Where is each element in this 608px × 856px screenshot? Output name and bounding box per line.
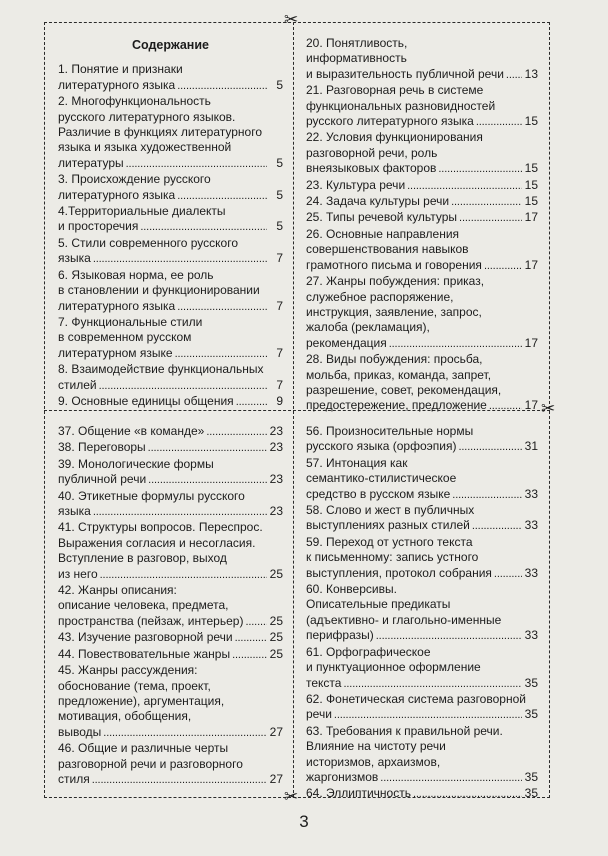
toc-entry-text: из него bbox=[58, 566, 98, 581]
toc-entry-text: 9. Основные единицы общения bbox=[58, 393, 234, 408]
toc-page-number: 9 bbox=[276, 393, 283, 408]
toc-entry bbox=[58, 647, 283, 663]
toc-entry-line: семантико-стилистическое bbox=[306, 471, 457, 486]
toc-page-number: 35 bbox=[524, 675, 538, 690]
toc-page-number: 31 bbox=[524, 439, 538, 454]
toc-entry-last-line bbox=[58, 188, 283, 204]
toc-entry bbox=[58, 362, 283, 394]
toc-page-number: 17 bbox=[524, 398, 538, 413]
dot-leader bbox=[376, 628, 522, 644]
toc-entry bbox=[306, 83, 538, 130]
toc-entry-last-line bbox=[58, 440, 283, 456]
toc-entry bbox=[306, 227, 538, 274]
toc-entry-last-line bbox=[58, 424, 283, 440]
toc-page-number: 15 bbox=[524, 177, 538, 192]
toc-entry-text: перифразы) bbox=[306, 628, 374, 643]
toc-entry-line: 28. Виды побуждения: просьба, bbox=[306, 352, 483, 367]
scissors-icon: ✂ bbox=[284, 10, 299, 30]
toc-entry-text: грамотного письма и говорения bbox=[306, 257, 482, 272]
toc-entry bbox=[306, 503, 538, 535]
dot-leader bbox=[177, 188, 267, 204]
toc-page-number: 5 bbox=[276, 77, 283, 92]
toc-entry-last-line bbox=[306, 770, 538, 786]
dot-leader bbox=[126, 156, 267, 172]
dot-leader bbox=[175, 346, 267, 362]
toc-entry bbox=[58, 424, 283, 440]
toc-page-number: 15 bbox=[524, 161, 538, 176]
toc-entry-last-line bbox=[58, 614, 283, 630]
toc-entry-text: языка bbox=[58, 504, 91, 519]
toc-entry bbox=[58, 94, 283, 172]
toc-entry-text: стилей bbox=[58, 377, 97, 392]
toc-entry-last-line bbox=[58, 630, 283, 646]
dot-leader bbox=[235, 630, 267, 646]
toc-entry-last-line bbox=[306, 336, 538, 352]
toc-page-number: 7 bbox=[276, 345, 283, 360]
scissors-icon: ✂ bbox=[284, 787, 299, 807]
toc-entry bbox=[58, 440, 283, 456]
toc-entry-text: литературного языка bbox=[58, 187, 176, 202]
toc-entry-line: историзмов, архаизмов, bbox=[306, 754, 441, 769]
toc-entry-text: и выразительность публичной речи bbox=[306, 66, 504, 81]
scissors-icon: ✂ bbox=[541, 399, 556, 419]
toc-page-number: 27 bbox=[269, 724, 283, 739]
dot-leader bbox=[100, 567, 267, 583]
toc-entry-last-line bbox=[306, 628, 538, 644]
toc-entry-last-line bbox=[306, 676, 538, 692]
toc-entry-last-line bbox=[306, 786, 538, 802]
toc-entry-text: рекомендация bbox=[306, 335, 387, 350]
dot-leader bbox=[148, 472, 267, 488]
toc-entry-line: служебное распоряжение, bbox=[306, 289, 454, 304]
dot-leader bbox=[472, 518, 522, 534]
toc-entry-line: описание человека, предмета, bbox=[58, 598, 229, 613]
toc-entry-last-line bbox=[58, 504, 283, 520]
toc-entry-line: 40. Этикетные формулы русского bbox=[58, 488, 245, 503]
toc-entry-text: 23. Культура речи bbox=[306, 177, 406, 192]
toc-entry bbox=[306, 130, 538, 177]
toc-entry-line: 5. Стили современного русского bbox=[58, 235, 238, 250]
toc-page-number: 35 bbox=[524, 769, 538, 784]
toc-entry-last-line bbox=[306, 518, 538, 534]
toc-entry-last-line bbox=[306, 210, 538, 226]
toc-entry-line: 27. Жанры побуждения: приказ, bbox=[306, 274, 485, 289]
toc-entry-text: внеязыковых факторов bbox=[306, 161, 437, 176]
toc-entry bbox=[58, 268, 283, 315]
toc-entry-text: публичной речи bbox=[58, 472, 147, 487]
toc-entry bbox=[58, 663, 283, 741]
dot-leader bbox=[103, 725, 267, 741]
toc-entry bbox=[306, 724, 538, 787]
toc-page-number: 15 bbox=[524, 114, 538, 129]
toc-page-number: 15 bbox=[524, 194, 538, 209]
toc-entry bbox=[58, 394, 283, 410]
toc-entry-text: русского литературного языка bbox=[306, 114, 474, 129]
toc-entry-text: литературного языка bbox=[58, 77, 176, 92]
toc-entry-last-line bbox=[306, 67, 538, 83]
toc-entry-text: средство в русском языке bbox=[306, 486, 451, 501]
toc-quadrant-bottom-right bbox=[306, 424, 538, 803]
toc-page-number: 7 bbox=[276, 298, 283, 313]
toc-page-number: 17 bbox=[524, 257, 538, 272]
toc-entry-text: литературного языка bbox=[58, 298, 176, 313]
toc-entry-line: (адъективно- и глагольно-именные bbox=[306, 612, 502, 627]
toc-entry-line: Описательные предикаты bbox=[306, 597, 451, 612]
toc-entry-last-line bbox=[58, 78, 283, 94]
toc-entry bbox=[58, 62, 283, 94]
toc-page-number: 5 bbox=[276, 155, 283, 170]
toc-entry-text: литературном языке bbox=[58, 345, 173, 360]
toc-entry-text: русского языка (орфоэпия) bbox=[306, 439, 457, 454]
toc-entry-text: стиля bbox=[58, 771, 90, 786]
dot-leader bbox=[413, 786, 522, 802]
toc-entry bbox=[306, 535, 538, 582]
toc-entry bbox=[58, 520, 283, 583]
toc-quadrant-top-right bbox=[306, 36, 538, 415]
toc-entry-last-line bbox=[58, 647, 283, 663]
dot-leader bbox=[343, 676, 522, 692]
toc-entry-text: выступления, протокол собрания bbox=[306, 565, 492, 580]
toc-entry-line: функциональных разновидностей bbox=[306, 98, 496, 113]
toc-quadrant-bottom-left bbox=[58, 424, 283, 788]
toc-entry-text: 37. Общение «в команде» bbox=[58, 424, 205, 438]
dot-leader bbox=[148, 440, 267, 456]
toc-entry bbox=[58, 741, 283, 788]
toc-entry-last-line bbox=[58, 156, 283, 172]
dot-leader bbox=[459, 210, 522, 226]
toc-entry-last-line bbox=[306, 398, 538, 414]
toc-entry-last-line bbox=[58, 472, 283, 488]
toc-entry-text: 25. Типы речевой культуры bbox=[306, 210, 458, 225]
toc-entry bbox=[306, 692, 538, 724]
toc-page-number: 7 bbox=[276, 251, 283, 266]
toc-entry-last-line bbox=[58, 772, 283, 788]
toc-entry-text: 24. Задача культуры речи bbox=[306, 194, 450, 209]
toc-entry-line: Различие в функциях литературного bbox=[58, 125, 262, 140]
toc-entry-last-line bbox=[58, 394, 283, 410]
toc-entry-line: 59. Переход от устного текста bbox=[306, 534, 473, 549]
toc-page-number: 17 bbox=[524, 210, 538, 225]
toc-page-number: 23 bbox=[269, 440, 283, 455]
toc-entry-line: разрешение, совет, рекомендация, bbox=[306, 382, 502, 397]
toc-page-number: 33 bbox=[524, 565, 538, 580]
toc-title: Содержание bbox=[131, 38, 209, 52]
page-number: 3 bbox=[299, 812, 309, 831]
toc-entry-line: 20. Понятливость, bbox=[306, 36, 408, 50]
toc-entry bbox=[306, 210, 538, 226]
toc-entry-last-line bbox=[306, 178, 538, 194]
toc-entry-line: 42. Жанры описания: bbox=[58, 583, 177, 598]
toc-page-number: 33 bbox=[524, 518, 538, 533]
dot-leader bbox=[93, 504, 267, 520]
toc-entry-text: литературы bbox=[58, 155, 124, 170]
toc-entry-line: мотивация, обобщения, bbox=[58, 709, 192, 724]
toc-entry-text: пространства (пейзаж, интерьер) bbox=[58, 613, 244, 628]
toc-page-number: 7 bbox=[276, 377, 283, 392]
toc-entry-line: Выражения согласия и несогласия. bbox=[58, 535, 256, 550]
toc-entry-line: 62. Фонетическая система разговорной bbox=[306, 691, 526, 706]
toc-entry-line: разговорной речи и разговорного bbox=[58, 756, 243, 771]
toc-entry-line: русского литературного языков. bbox=[58, 109, 236, 124]
toc-entry bbox=[58, 630, 283, 646]
toc-entry-line: жалоба (рекламация), bbox=[306, 320, 430, 335]
dot-leader bbox=[177, 78, 267, 94]
dot-leader bbox=[232, 647, 267, 663]
toc-entry-last-line bbox=[58, 219, 283, 235]
dot-leader bbox=[506, 67, 522, 83]
toc-page-number: 25 bbox=[269, 613, 283, 628]
toc-entry-last-line bbox=[306, 258, 538, 274]
dot-leader bbox=[407, 178, 522, 194]
toc-entry-last-line bbox=[306, 566, 538, 582]
toc-page-number: 23 bbox=[269, 424, 283, 438]
toc-entry-last-line bbox=[306, 161, 538, 177]
toc-entry-line: 8. Взаимодействие функциональных bbox=[58, 362, 264, 377]
toc-entry-line: инструкция, заявление, запрос, bbox=[306, 304, 482, 319]
toc-entry-text: 44. Повествовательные жанры bbox=[58, 646, 231, 661]
toc-entry bbox=[58, 236, 283, 268]
toc-entry-line: 3. Происхождение русского bbox=[58, 172, 211, 187]
dot-leader bbox=[389, 336, 522, 352]
dot-leader bbox=[380, 770, 522, 786]
toc-entry bbox=[306, 194, 538, 210]
toc-entry-line: 26. Основные направления bbox=[306, 226, 460, 241]
toc-entry-line: 1. Понятие и признаки bbox=[58, 62, 183, 77]
toc-entry-last-line bbox=[306, 194, 538, 210]
dot-leader bbox=[93, 251, 267, 267]
toc-entry-last-line bbox=[58, 299, 283, 315]
toc-entry-line: обоснование (тема, проект, bbox=[58, 678, 211, 693]
toc-entry bbox=[58, 583, 283, 630]
dot-leader bbox=[236, 394, 267, 410]
toc-entry-last-line bbox=[306, 707, 538, 723]
toc-entry-line: совершенствования навыков bbox=[306, 242, 469, 257]
toc-entry-line: 60. Конверсивы. bbox=[306, 582, 397, 597]
toc-entry bbox=[306, 274, 538, 352]
toc-entry-line: мольба, приказ, команда, запрет, bbox=[306, 367, 492, 382]
toc-entry-line: 58. Слово и жест в публичных bbox=[306, 503, 475, 518]
toc-entry bbox=[306, 352, 538, 415]
toc-page-number: 27 bbox=[269, 771, 283, 786]
toc-quadrant-top-left bbox=[58, 34, 283, 410]
toc-page-number: 23 bbox=[269, 472, 283, 487]
dot-leader bbox=[245, 614, 267, 630]
toc-entry-text: выводы bbox=[58, 724, 102, 739]
toc-entry-line: и пунктуационное оформление bbox=[306, 660, 481, 675]
toc-entry-line: информативность bbox=[306, 51, 407, 66]
toc-entry-line: Вступление в разговор, выход bbox=[58, 551, 227, 566]
toc-entry bbox=[306, 786, 538, 802]
toc-entry-last-line bbox=[306, 487, 538, 503]
dot-leader bbox=[452, 487, 522, 503]
toc-entry-text: и просторечия bbox=[58, 219, 139, 234]
toc-entry-text: речи bbox=[306, 707, 332, 722]
dot-leader bbox=[494, 566, 522, 582]
toc-entry-line: 7. Функциональные стили bbox=[58, 314, 203, 329]
toc-page-number: 25 bbox=[269, 646, 283, 661]
toc-entry-line: 22. Условия функционирования bbox=[306, 130, 483, 145]
toc-entry bbox=[306, 424, 538, 456]
toc-entry bbox=[58, 204, 283, 236]
toc-entry-line: 41. Структуры вопросов. Переспрос. bbox=[58, 520, 263, 535]
toc-entry-line: 39. Монологические формы bbox=[58, 456, 214, 471]
dot-leader bbox=[451, 194, 522, 210]
dot-leader bbox=[177, 299, 267, 315]
toc-entry-line: в современном русском bbox=[58, 330, 192, 345]
toc-entry-last-line bbox=[58, 378, 283, 394]
dot-leader bbox=[334, 707, 522, 723]
toc-page-number: 35 bbox=[524, 707, 538, 722]
toc-entry-line: 2. Многофункциональность bbox=[58, 94, 211, 109]
dot-leader bbox=[484, 258, 522, 274]
toc-page-number: 33 bbox=[524, 628, 538, 643]
toc-page-number: 5 bbox=[276, 187, 283, 202]
toc-entry-last-line bbox=[306, 439, 538, 455]
toc-page-number: 33 bbox=[524, 486, 538, 501]
toc-entry-line: 57. Интонация как bbox=[306, 455, 408, 470]
toc-entry-line: к письменному: запись устного bbox=[306, 550, 479, 565]
dot-leader bbox=[489, 398, 522, 414]
toc-page-number: 5 bbox=[276, 219, 283, 234]
toc-entry-text: выступлениях разных стилей bbox=[306, 518, 470, 533]
toc-page-number: 35 bbox=[524, 786, 538, 801]
toc-entry-line: в становлении и функционировании bbox=[58, 283, 260, 298]
toc-entry bbox=[306, 645, 538, 692]
toc-entry bbox=[58, 315, 283, 362]
toc-entry bbox=[58, 457, 283, 489]
toc-entry bbox=[306, 456, 538, 503]
toc-entry-text: жаргонизмов bbox=[306, 769, 379, 784]
toc-entry-text: 38. Переговоры bbox=[58, 440, 146, 455]
toc-entry-last-line bbox=[58, 567, 283, 583]
toc-page-number: 23 bbox=[269, 504, 283, 519]
dot-leader bbox=[99, 378, 267, 394]
toc-entry-line: 46. Общие и различные черты bbox=[58, 741, 229, 756]
toc-entry-line: Влияние на чистоту речи bbox=[306, 739, 446, 754]
toc-entry-last-line bbox=[58, 346, 283, 362]
toc-entry-line: 4.Территориальные диалекты bbox=[58, 204, 226, 219]
toc-entry bbox=[306, 36, 538, 83]
toc-entry-text: текста bbox=[306, 675, 342, 690]
toc-entry-line: разговорной речи, роль bbox=[306, 145, 438, 160]
toc-entry-line: 61. Орфографическое bbox=[306, 644, 431, 659]
toc-entry bbox=[58, 172, 283, 204]
toc-page-number: 25 bbox=[269, 566, 283, 581]
dot-leader bbox=[206, 424, 267, 440]
toc-entry-line: 6. Языковая норма, ее роль bbox=[58, 267, 214, 282]
dot-leader bbox=[476, 114, 522, 130]
toc-entry bbox=[306, 582, 538, 645]
toc-entry-text: 64. Эллиптичность bbox=[306, 786, 411, 801]
dot-leader bbox=[438, 161, 522, 177]
toc-page-number: 13 bbox=[524, 66, 538, 81]
toc-entry-line: 56. Произносительные нормы bbox=[306, 424, 474, 438]
toc-page-number: 17 bbox=[524, 335, 538, 350]
dot-leader bbox=[140, 219, 267, 235]
toc-page-number: 25 bbox=[269, 630, 283, 645]
toc-entry-line: предложение), аргументация, bbox=[58, 693, 225, 708]
toc-entry-text: предостережение, предложение bbox=[306, 398, 487, 413]
toc-entry-line: 45. Жанры рассуждения: bbox=[58, 663, 198, 678]
toc-entry-last-line bbox=[306, 114, 538, 130]
toc-entry-line: языка и языка художественной bbox=[58, 140, 232, 155]
toc-entry-last-line bbox=[58, 725, 283, 741]
toc-entry-line: 21. Разговорная речь в системе bbox=[306, 83, 484, 98]
toc-entry bbox=[58, 489, 283, 521]
toc-entry bbox=[306, 178, 538, 194]
toc-entry-last-line bbox=[58, 251, 283, 267]
dot-leader bbox=[92, 772, 267, 788]
dot-leader bbox=[458, 439, 522, 455]
toc-entry-text: 43. Изучение разговорной речи bbox=[58, 630, 233, 645]
toc-entry-text: языка bbox=[58, 251, 91, 266]
toc-entry-line: 63. Требования к правильной речи. bbox=[306, 723, 503, 738]
